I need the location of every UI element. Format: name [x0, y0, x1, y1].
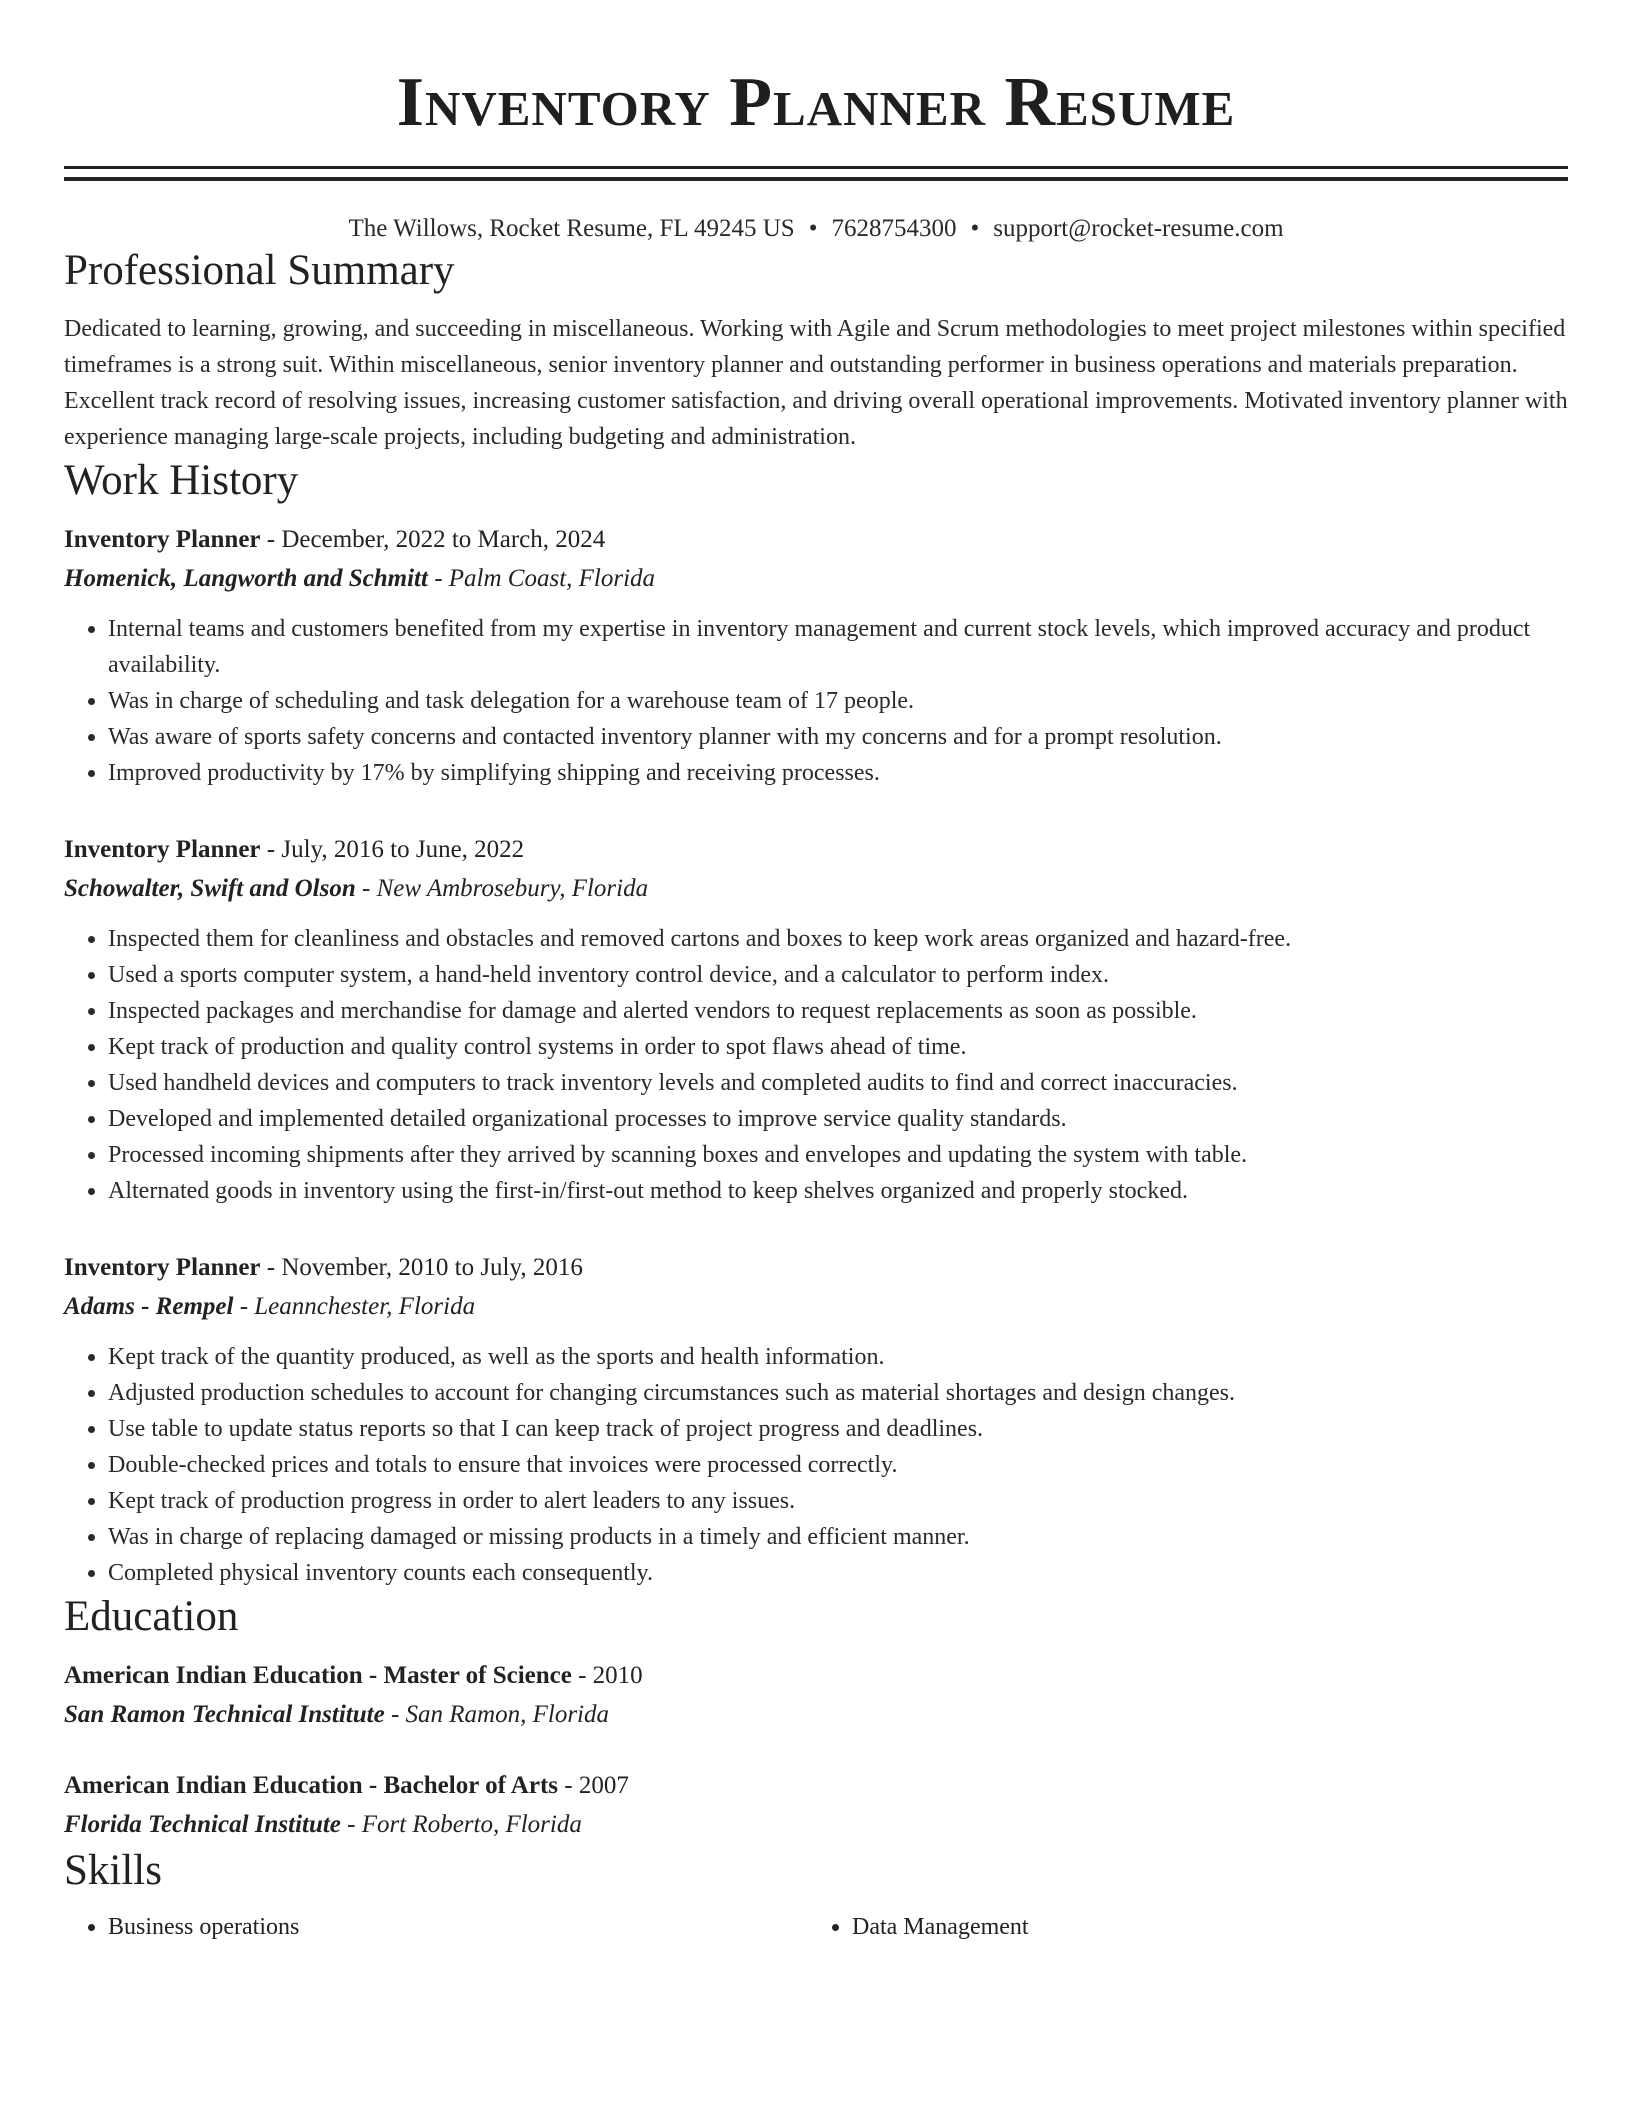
- page-title: Inventory Planner Resume: [396, 64, 1236, 141]
- title-divider-bottom: [64, 177, 1568, 181]
- job-bullets: [64, 921, 1568, 1209]
- job-dates: - November, 2010 to July, 2016: [260, 1254, 583, 1281]
- education-entry: [64, 1767, 1568, 1845]
- degree-name: American Indian Education - Bachelor of Arts: [64, 1772, 558, 1799]
- list-item: • Kept track of production and quality control systems in order to spot flaws ahead of time.: [108, 1029, 1568, 1065]
- company-location: - Leannchester, Florida: [233, 1293, 476, 1320]
- job-title: Inventory Planner: [64, 836, 261, 863]
- list-item: • Used a sports computer system, a hand-held inventory control device, and a calculator to perform index.: [108, 957, 1568, 993]
- list-item: • Improved productivity by 17% by simplifying shipping and receiving processes.: [108, 755, 1568, 791]
- skills-column-left: [64, 1909, 808, 1945]
- company-line: [64, 559, 1568, 599]
- school-line: [64, 1805, 1568, 1845]
- resume-page: [64, 0, 1568, 1945]
- school-location: - San Ramon, Florida: [384, 1701, 609, 1728]
- company-name: Schowalter, Swift and Olson: [64, 875, 356, 902]
- list-item: • Developed and implemented detailed organizational processes to improve service quality standards.: [108, 1101, 1568, 1137]
- degree-line: [64, 1767, 1568, 1805]
- job-title: Inventory Planner: [64, 526, 261, 553]
- school-line: [64, 1695, 1568, 1735]
- list-item: • Adjusted production schedules to account for changing circumstances such as material shortages and design changes.: [108, 1375, 1568, 1411]
- school-location: - Fort Roberto, Florida: [340, 1811, 582, 1838]
- summary-text: Dedicated to learning, growing, and succeeding in miscellaneous. Working with Agile and Scrum methodologies to meet project milestones within specified timeframes is a strong suit. Within miscellaneous, senior inventory planner and outstanding performer in business operations and materials preparation. Excellent track record of resolving issues, increasing customer satisfaction, and driving overall operational improvements. Motivated inventory planner with experience managing large-scale projects, including budgeting and administration.: [64, 316, 1568, 450]
- list-item: • Was aware of sports safety concerns and contacted inventory planner with my concerns and for a prompt resolution.: [108, 719, 1568, 755]
- company-location: - Palm Coast, Florida: [427, 565, 656, 592]
- work-history-heading: Work History: [64, 457, 299, 504]
- skill-item: • Data Management: [852, 1909, 1552, 1945]
- contact-separator: •: [808, 215, 818, 242]
- education-entry: [64, 1657, 1568, 1735]
- company-name: Adams - Rempel: [64, 1293, 234, 1320]
- summary-heading: Professional Summary: [64, 247, 455, 294]
- job-title-line: [64, 521, 1568, 559]
- list-item: • Internal teams and customers benefited from my expertise in inventory management and current stock levels, which improved accuracy and product availability.: [108, 611, 1568, 683]
- job-entry: [64, 521, 1568, 791]
- skills-list: [64, 1909, 1568, 1945]
- list-item: • Completed physical inventory counts each consequently.: [108, 1555, 1568, 1591]
- list-item: • Was in charge of replacing damaged or missing products in a timely and efficient manner.: [108, 1519, 1568, 1555]
- list-item: • Used handheld devices and computers to track inventory levels and completed audits to find and correct inaccuracies.: [108, 1065, 1568, 1101]
- contact-phone: 7628754300: [831, 215, 957, 242]
- contact-info: [64, 213, 1568, 245]
- list-item: • Was in charge of scheduling and task delegation for a warehouse team of 17 people.: [108, 683, 1568, 719]
- list-item: • Kept track of production progress in order to alert leaders to any issues.: [108, 1483, 1568, 1519]
- job-entry: [64, 1249, 1568, 1591]
- contact-separator: •: [970, 215, 980, 242]
- list-item: • Inspected packages and merchandise for damage and alerted vendors to request replacements as soon as possible.: [108, 993, 1568, 1029]
- list-item: • Inspected them for cleanliness and obstacles and removed cartons and boxes to keep work areas organized and hazard-free.: [108, 921, 1568, 957]
- school-name: San Ramon Technical Institute: [64, 1701, 385, 1728]
- school-name: Florida Technical Institute: [64, 1811, 341, 1838]
- list-item: • Double-checked prices and totals to ensure that invoices were processed correctly.: [108, 1447, 1568, 1483]
- job-title-line: [64, 1249, 1568, 1287]
- skills-heading: Skills: [64, 1847, 162, 1894]
- degree-name: American Indian Education - Master of Science: [64, 1662, 572, 1689]
- contact-email: support@rocket-resume.com: [993, 215, 1284, 242]
- job-entry: [64, 831, 1568, 1209]
- list-item: • Processed incoming shipments after they arrived by scanning boxes and envelopes and updating the system with table.: [108, 1137, 1568, 1173]
- title-divider: [64, 166, 1568, 173]
- contact-address: The Willows, Rocket Resume, FL 49245 US: [348, 215, 795, 242]
- job-dates: - December, 2022 to March, 2024: [260, 526, 606, 553]
- list-item: • Kept track of the quantity produced, as well as the sports and health information.: [108, 1339, 1568, 1375]
- company-location: - New Ambrosebury, Florida: [355, 875, 649, 902]
- job-bullets: [64, 1339, 1568, 1591]
- job-title: Inventory Planner: [64, 1254, 261, 1281]
- skill-item: • Business operations: [108, 1909, 808, 1945]
- list-item: • Alternated goods in inventory using the first-in/first-out method to keep shelves organized and properly stocked.: [108, 1173, 1568, 1209]
- job-dates: - July, 2016 to June, 2022: [260, 836, 525, 863]
- company-line: [64, 1287, 1568, 1327]
- company-name: Homenick, Langworth and Schmitt: [64, 565, 428, 592]
- job-title-line: [64, 831, 1568, 869]
- degree-year: - 2010: [571, 1662, 643, 1689]
- company-line: [64, 869, 1568, 909]
- job-bullets: [64, 611, 1568, 791]
- education-heading: Education: [64, 1593, 239, 1640]
- skills-column-right: [808, 1909, 1552, 1945]
- degree-year: - 2007: [558, 1772, 629, 1799]
- list-item: • Use table to update status reports so that I can keep track of project progress and deadlines.: [108, 1411, 1568, 1447]
- degree-line: [64, 1657, 1568, 1695]
